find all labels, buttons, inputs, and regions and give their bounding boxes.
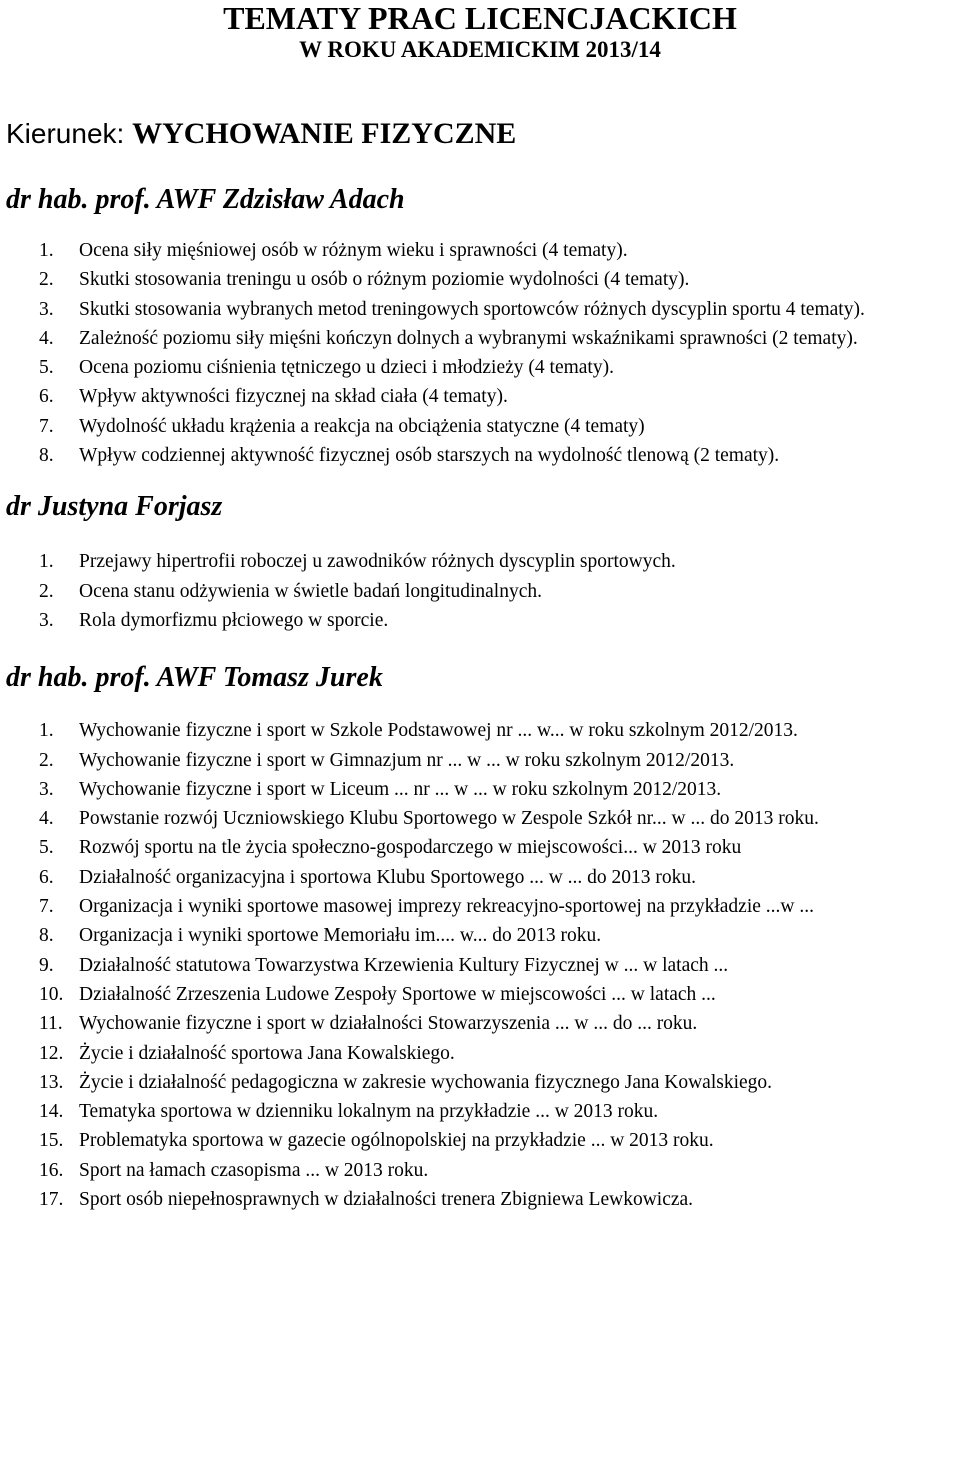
field-label: Kierunek: [6,118,125,149]
field-of-study [6,117,954,151]
list-item [6,236,954,265]
topic-list [6,547,954,635]
list-item-number: 7. [39,415,54,437]
supervisor-heading: dr hab. prof. AWF Zdzisław Adach [6,184,405,215]
list-item-number: 5. [39,837,54,859]
list-item-number: 16. [39,1159,64,1181]
list-item [6,1039,954,1068]
list-item-number: 1. [39,240,54,261]
list-item-text: Rola dymorfizmu płciowego w sporcie. [79,609,389,631]
list-item-text: Ocena poziomu ciśnienia tętniczego u dzieci i młodzieży (4 tematy). [79,357,614,379]
list-item [6,1126,954,1155]
list-item-text: Skutki stosowania wybranych metod treningowych sportowców różnych dyscyplin sportu 4 tematy). [79,298,865,320]
supervisor-heading: dr Justyna Forjasz [6,491,223,523]
list-item-text: Rozwój sportu na tle życia społeczno-gospodarczego w miejscowości... w 2013 roku [79,837,742,859]
list-item [6,980,954,1009]
list-item-number: 17. [39,1189,64,1211]
supervisor-heading: dr hab. prof. AWF Tomasz Jurek [6,662,383,694]
list-item-number: 2. [39,749,54,771]
list-item [6,1185,954,1214]
list-item-number: 8. [39,925,54,947]
list-item [6,863,954,892]
list-item-number: 12. [39,1042,64,1064]
list-item [6,441,954,470]
list-item [6,1009,954,1038]
list-item-number: 8. [39,445,54,467]
list-item [6,382,954,411]
list-item-number: 2. [39,580,54,602]
list-item-text: Sport na łamach czasopisma ... w 2013 roku. [79,1159,429,1181]
list-item-text: Działalność Zrzeszenia Ludowe Zespoły Sportowe w miejscowości ... w latach ... [79,983,716,1005]
list-item [6,547,954,576]
list-item-text: Wychowanie fizyczne i sport w Gimnazjum nr ... w ... w roku szkolnym 2012/2013. [79,749,735,771]
list-item [6,746,954,775]
list-item [6,295,954,324]
list-item-text: Wychowanie fizyczne i sport w działalności Stowarzyszenia ... w ... do ... roku. [79,1013,698,1035]
list-item-text: Zależność poziomu siły mięśni kończyn dolnych a wybranymi wskaźnikami sprawności (2 tematy). [79,327,858,349]
list-item [6,775,954,804]
list-item-text: Wychowanie fizyczne i sport w Liceum ... nr ... w ... w roku szkolnym 2012/2013. [79,778,722,800]
list-item-number: 14. [39,1101,64,1123]
list-item-number: 1. [39,720,54,742]
list-item [6,804,954,833]
list-item-text: Życie i działalność pedagogiczna w zakresie wychowania fizycznego Jana Kowalskiego. [79,1071,773,1093]
topic-list [6,236,954,470]
list-item-text: Wpływ codziennej aktywność fizycznej osób starszych na wydolność tlenową (2 tematy). [79,445,780,467]
list-item-text: Wpływ aktywności fizycznej na skład ciała (4 tematy). [79,386,508,408]
field-value: WYCHOWANIE FIZYCZNE [132,117,517,150]
list-item [6,892,954,921]
list-item-text: Wydolność układu krążenia a reakcja na obciążenia statyczne (4 tematy) [79,415,645,437]
list-item [6,412,954,441]
list-item-number: 2. [39,269,54,291]
list-item-number: 3. [39,609,54,631]
list-item [6,353,954,382]
list-item [6,921,954,950]
list-item [6,1068,954,1097]
list-item-number: 11. [39,1013,63,1035]
list-item [6,951,954,980]
document-subtitle: W ROKU AKADEMICKIM 2013/14 [299,37,661,62]
list-item-number: 4. [39,327,54,349]
list-item [6,833,954,862]
list-item-number: 1. [39,551,54,573]
topic-list [6,716,954,1214]
list-item-text: Skutki stosowania treningu u osób o różnym poziomie wydolności (4 tematy). [79,269,690,291]
list-item [6,716,954,745]
list-item-text: Wychowanie fizyczne i sport w Szkole Podstawowej nr ... w... w roku szkolnym 2012/2013. [79,720,798,742]
list-item-number: 10. [39,983,64,1005]
list-item-text: Ocena siły mięśniowej osób w różnym wieku i sprawności (4 tematy). [79,240,628,261]
list-item-number: 6. [39,866,54,888]
list-item-number: 13. [39,1071,64,1093]
list-item-number: 3. [39,298,54,320]
list-item-text: Organizacja i wyniki sportowe masowej imprezy rekreacyjno-sportowej na przykładzie ...w ... [79,896,814,918]
list-item-text: Życie i działalność sportowa Jana Kowalskiego. [79,1042,455,1064]
list-item-text: Ocena stanu odżywienia w świetle badań longitudinalnych. [79,580,542,602]
list-item-number: 7. [39,896,54,918]
list-item [6,324,954,353]
list-item-number: 5. [39,357,54,379]
list-item [6,606,954,635]
document-title: TEMATY PRAC LICENCJACKICH [223,0,737,36]
list-item-text: Organizacja i wyniki sportowe Memoriału im.... w... do 2013 roku. [79,925,602,947]
list-item-number: 4. [39,808,54,830]
list-item [6,1156,954,1185]
list-item-text: Tematyka sportowa w dzienniku lokalnym na przykładzie ... w 2013 roku. [79,1101,659,1123]
list-item-number: 9. [39,954,54,976]
list-item-text: Działalność organizacyjna i sportowa Klubu Sportowego ... w ... do 2013 roku. [79,866,697,888]
list-item-text: Powstanie rozwój Uczniowskiego Klubu Sportowego w Zespole Szkół nr... w ... do 2013 roku. [79,808,819,830]
list-item-text: Sport osób niepełnosprawnych w działalności trenera Zbigniewa Lewkowicza. [79,1189,694,1211]
list-item-text: Problematyka sportowa w gazecie ogólnopolskiej na przykładzie ... w 2013 roku. [79,1130,714,1152]
list-item-number: 3. [39,778,54,800]
list-item-text: Przejawy hipertrofii roboczej u zawodników różnych dyscyplin sportowych. [79,551,676,573]
list-item-text: Działalność statutowa Towarzystwa Krzewienia Kultury Fizycznej w ... w latach ... [79,954,729,976]
list-item-number: 6. [39,386,54,408]
list-item [6,577,954,606]
list-item-number: 15. [39,1130,64,1152]
list-item [6,1097,954,1126]
list-item [6,265,954,294]
